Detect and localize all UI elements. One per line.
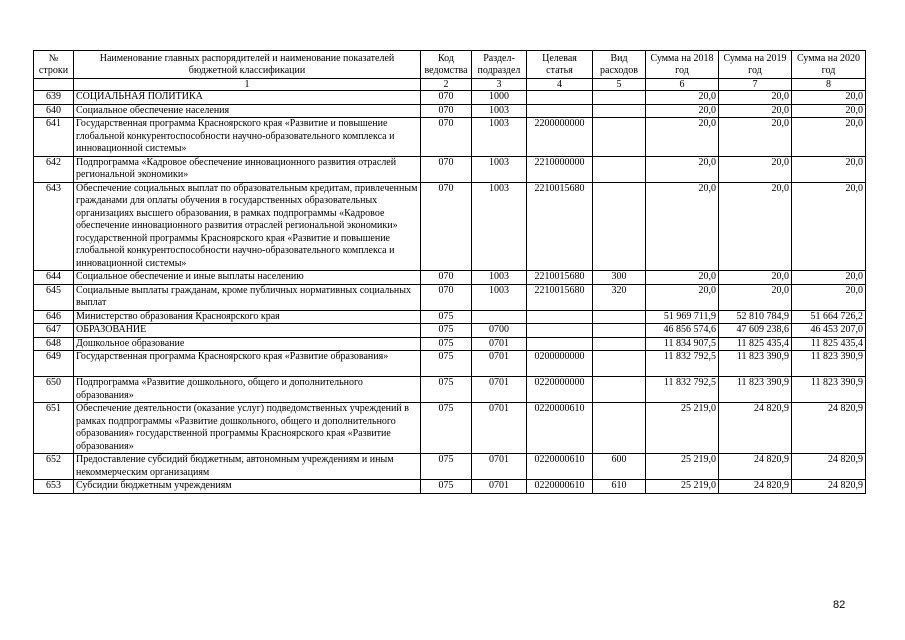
row-section: 0700 [472,324,527,338]
row-number: 649 [34,351,74,377]
row-target-article: 0220000610 [527,403,593,454]
row-target-article: 2210015680 [527,271,593,285]
table-body [34,91,866,494]
row-sum-2018: 46 856 574,6 [646,324,719,338]
row-name: Дошкольное образование [74,337,421,351]
row-target-article: 2210015680 [527,284,593,310]
budget-table [33,50,866,494]
row-target-article [527,324,593,338]
row-sum-2020: 24 820,9 [792,480,866,494]
row-dept-code: 075 [421,310,472,324]
header-target-article: Целевая статья [527,51,593,79]
row-section: 1003 [472,284,527,310]
row-sum-2018: 20,0 [646,91,719,105]
table-row [34,118,866,157]
row-sum-2018: 20,0 [646,104,719,118]
row-name: Государственная программа Красноярского края «Развитие и повышение глобальной конкурентоспособности научно-образовательного комплекса и инновационной системы» [74,118,421,157]
row-sum-2019: 20,0 [719,156,792,182]
row-dept-code: 075 [421,403,472,454]
row-sum-2018: 20,0 [646,156,719,182]
row-dept-code: 075 [421,454,472,480]
row-dept-code: 075 [421,324,472,338]
row-expense-type: 610 [593,480,646,494]
row-target-article: 0220000610 [527,480,593,494]
row-expense-type [593,310,646,324]
row-number: 644 [34,271,74,285]
row-name: Подпрограмма «Развитие дошкольного, общего и дополнительного образования» [74,377,421,403]
row-sum-2020: 20,0 [792,284,866,310]
row-section: 1003 [472,271,527,285]
row-number: 646 [34,310,74,324]
row-sum-2019: 20,0 [719,271,792,285]
row-sum-2018: 11 834 907,5 [646,337,719,351]
column-number-row [34,79,866,91]
row-sum-2020: 51 664 726,2 [792,310,866,324]
row-section: 0701 [472,454,527,480]
header-row [34,51,866,79]
page-number: 82 [833,599,846,611]
column-number: 1 [74,79,421,91]
row-section: 0701 [472,403,527,454]
row-section: 1003 [472,156,527,182]
row-sum-2020: 46 453 207,0 [792,324,866,338]
row-target-article [527,337,593,351]
row-target-article: 0220000610 [527,454,593,480]
row-sum-2019: 47 609 238,6 [719,324,792,338]
row-expense-type: 300 [593,271,646,285]
column-number: 2 [421,79,472,91]
table-row [34,91,866,105]
row-sum-2020: 11 823 390,9 [792,351,866,377]
row-sum-2019: 11 823 390,9 [719,351,792,377]
row-number: 650 [34,377,74,403]
row-name: Социальные выплаты гражданам, кроме публичных нормативных социальных выплат [74,284,421,310]
row-section: 1003 [472,104,527,118]
row-target-article [527,91,593,105]
column-number: 4 [527,79,593,91]
row-target-article: 0200000000 [527,351,593,377]
row-number: 652 [34,454,74,480]
row-section: 1003 [472,182,527,271]
row-expense-type: 320 [593,284,646,310]
row-sum-2018: 25 219,0 [646,454,719,480]
row-sum-2019: 20,0 [719,284,792,310]
row-section: 1003 [472,118,527,157]
row-target-article [527,104,593,118]
row-name: Субсидии бюджетным учреждениям [74,480,421,494]
row-section: 0701 [472,480,527,494]
row-expense-type [593,377,646,403]
column-number: 8 [792,79,866,91]
table-row [34,480,866,494]
table-row [34,104,866,118]
row-sum-2018: 25 219,0 [646,403,719,454]
row-sum-2019: 52 810 784,9 [719,310,792,324]
row-number: 647 [34,324,74,338]
row-dept-code: 075 [421,480,472,494]
table-row [34,182,866,271]
row-sum-2018: 20,0 [646,284,719,310]
column-number: 7 [719,79,792,91]
row-name: Министерство образования Красноярского края [74,310,421,324]
table-row [34,271,866,285]
row-sum-2020: 20,0 [792,271,866,285]
table-row [34,156,866,182]
row-dept-code: 070 [421,284,472,310]
table-row [34,454,866,480]
row-sum-2018: 20,0 [646,118,719,157]
row-target-article [527,310,593,324]
row-sum-2020: 24 820,9 [792,454,866,480]
row-dept-code: 075 [421,377,472,403]
row-sum-2020: 20,0 [792,91,866,105]
row-name: Предоставление субсидий бюджетным, автономным учреждениям и иным некоммерческим организациям [74,454,421,480]
row-dept-code: 070 [421,156,472,182]
table-row [34,403,866,454]
row-sum-2018: 11 832 792,5 [646,377,719,403]
row-sum-2018: 11 832 792,5 [646,351,719,377]
row-number: 653 [34,480,74,494]
column-number: 3 [472,79,527,91]
row-expense-type: 600 [593,454,646,480]
row-sum-2019: 11 825 435,4 [719,337,792,351]
row-name: Обеспечение деятельности (оказание услуг) подведомственных учреждений в рамках подпрограммы «Развитие дошкольного, общего и дополнительного образования» государственной программы Красноярского края «Развитие образования» [74,403,421,454]
row-name: Социальное обеспечение населения [74,104,421,118]
header-sum-2020: Сумма на 2020 год [792,51,866,79]
header-dept-code: Код ведомства [421,51,472,79]
row-number: 648 [34,337,74,351]
row-target-article: 2210015680 [527,182,593,271]
row-name: Социальное обеспечение и иные выплаты населению [74,271,421,285]
row-sum-2018: 25 219,0 [646,480,719,494]
row-expense-type [593,337,646,351]
row-expense-type [593,403,646,454]
row-sum-2018: 20,0 [646,271,719,285]
row-sum-2020: 11 823 390,9 [792,377,866,403]
row-expense-type [593,351,646,377]
row-dept-code: 075 [421,337,472,351]
row-dept-code: 070 [421,104,472,118]
header-sum-2019: Сумма на 2019 год [719,51,792,79]
row-dept-code: 070 [421,118,472,157]
row-dept-code: 070 [421,91,472,105]
row-name: Государственная программа Красноярского края «Развитие образования» [74,351,421,377]
row-sum-2020: 20,0 [792,104,866,118]
row-name: Обеспечение социальных выплат по образовательным кредитам, привлеченным гражданами для оплаты обучения в государственных образовательных организациях высшего образования, в рамках подпрограммы «Кадровое обеспечение инновационного развития отраслей региональной экономики» государственной программы Красноярского края «Развитие и повышение глобальной конкурентоспособности научно-образовательного комплекса и инновационной системы» [74,182,421,271]
row-sum-2020: 11 825 435,4 [792,337,866,351]
row-expense-type [593,324,646,338]
header-name: Наименование главных распорядителей и наименование показателей бюджетной классификации [74,51,421,79]
row-number: 645 [34,284,74,310]
row-name: СОЦИАЛЬНАЯ ПОЛИТИКА [74,91,421,105]
row-target-article: 2210000000 [527,156,593,182]
row-sum-2020: 20,0 [792,182,866,271]
row-number: 643 [34,182,74,271]
row-sum-2020: 20,0 [792,118,866,157]
row-expense-type [593,118,646,157]
row-section [472,310,527,324]
row-target-article: 2200000000 [527,118,593,157]
row-expense-type [593,104,646,118]
row-expense-type [593,182,646,271]
row-name: Подпрограмма «Кадровое обеспечение инновационного развития отраслей региональной экономики» [74,156,421,182]
row-sum-2019: 20,0 [719,104,792,118]
row-sum-2020: 24 820,9 [792,403,866,454]
row-sum-2019: 11 823 390,9 [719,377,792,403]
row-dept-code: 070 [421,182,472,271]
row-name: ОБРАЗОВАНИЕ [74,324,421,338]
table-row [34,324,866,338]
row-sum-2019: 20,0 [719,182,792,271]
table-row [34,337,866,351]
row-expense-type [593,91,646,105]
row-sum-2019: 24 820,9 [719,403,792,454]
header-sum-2018: Сумма на 2018 год [646,51,719,79]
row-number: 651 [34,403,74,454]
header-row-number: № строки [34,51,74,79]
row-number: 640 [34,104,74,118]
table-row [34,351,866,377]
row-section: 0701 [472,351,527,377]
header-expense-type: Вид расходов [593,51,646,79]
row-number: 641 [34,118,74,157]
header-section: Раздел-подраздел [472,51,527,79]
column-number: 6 [646,79,719,91]
row-sum-2019: 20,0 [719,118,792,157]
column-number [34,79,74,91]
row-sum-2020: 20,0 [792,156,866,182]
row-dept-code: 070 [421,271,472,285]
table-row [34,284,866,310]
row-section: 0701 [472,337,527,351]
row-number: 639 [34,91,74,105]
row-section: 0701 [472,377,527,403]
column-number: 5 [593,79,646,91]
row-number: 642 [34,156,74,182]
row-sum-2018: 20,0 [646,182,719,271]
row-sum-2019: 20,0 [719,91,792,105]
row-sum-2019: 24 820,9 [719,454,792,480]
row-sum-2019: 24 820,9 [719,480,792,494]
table-row [34,377,866,403]
row-section: 1000 [472,91,527,105]
row-expense-type [593,156,646,182]
row-dept-code: 075 [421,351,472,377]
row-sum-2018: 51 969 711,9 [646,310,719,324]
table-row [34,310,866,324]
row-target-article: 0220000000 [527,377,593,403]
